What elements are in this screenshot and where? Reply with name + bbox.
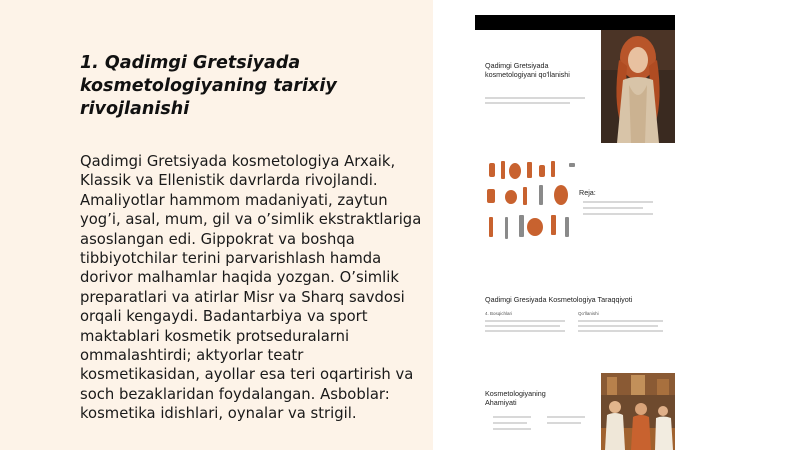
thumbnail-slide-1[interactable] <box>475 15 675 143</box>
thumbnail-2-title: Reja: <box>579 188 596 197</box>
thumbnail-slide-4[interactable] <box>475 373 675 450</box>
thumbnail-text-line <box>493 428 531 430</box>
thumbnail-text-line <box>583 207 643 209</box>
thumbnail-text-line <box>493 416 531 418</box>
thumbnail-text-line <box>493 422 527 424</box>
thumbnail-text-line <box>547 416 585 418</box>
thumbnail-text-line <box>547 422 581 424</box>
thumbnail-3-column-1-heading: 4. Bosqichlari <box>485 311 513 316</box>
thumbnail-text-line <box>485 330 565 332</box>
thumbnail-text-line <box>578 325 658 327</box>
thumbnail-text-line <box>578 320 663 322</box>
slide-body-text: Qadimgi Gretsiyada kosmetologiya Arxaik, Klassik va Ellenistik davrlarda rivojlandi. Amaliyotlar hammom madaniyati, zaytun yog’i, asal, mum, gil va o’simlik ekstraktlariga asoslangan edi. Gippokrat va boshqa tibbiyotchilar terini parvarishlash hamda dorivor malhamlar haqida yozgan. O’simlik preparatlari va atirlar Misr va Sharq savdosi orqali kengaydi. Badantarbiya va sport maktablari kosmetik protseduralarni ommalashtirdi; aktyorlar teatr kosmetikasidan, ayollar esa teri oqartirish va soch bezaklaridan foydalangan. Asboblar: kosmetika idishlari, oynalar va strigil. <box>80 153 422 423</box>
thumbnail-text-line <box>485 325 560 327</box>
thumbnail-text-line <box>578 330 663 332</box>
thumbnail-text-line <box>583 201 653 203</box>
woman-portrait-image <box>601 30 675 143</box>
thumbnail-text-line <box>485 102 570 104</box>
thumbnail-text-line <box>485 320 565 322</box>
thumbnail-text-line <box>583 213 653 215</box>
ancient-market-image <box>601 373 675 450</box>
slide-title: 1. Qadimgi Gretsiyada kosmetologiyaning tarixiy rivojlanishi <box>80 53 337 119</box>
thumbnail-3-column-2-heading: Qo'llanishi <box>578 311 599 316</box>
thumbnail-3-title: Qadimgi Gresiyada Kosmetologiya Taraqqiyoti <box>485 295 633 304</box>
thumbnail-slide-2[interactable] <box>475 157 675 244</box>
cosmetic-vessels-image <box>485 157 577 242</box>
thumbnail-header-bar <box>475 15 675 30</box>
thumbnail-text-line <box>485 97 585 99</box>
thumbnail-4-title: Kosmetologiyaning Ahamiyati <box>485 389 546 407</box>
thumbnail-slide-3[interactable] <box>475 290 675 345</box>
thumbnail-1-title: Qadimgi Gretsiyada kosmetologiyani qo'llanishi <box>485 61 570 79</box>
